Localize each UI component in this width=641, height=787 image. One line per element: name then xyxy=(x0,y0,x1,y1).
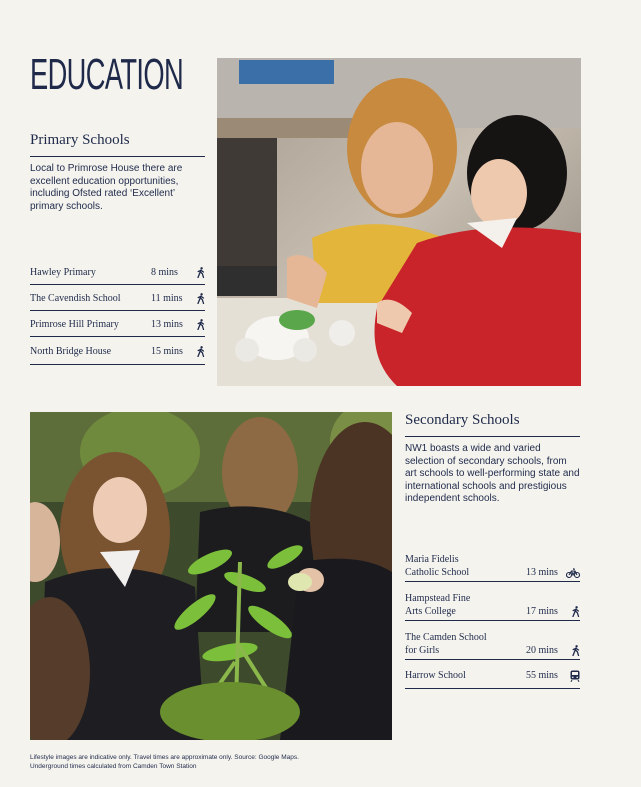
travel-time: 55 mins xyxy=(526,670,558,681)
travel-time: 13 mins xyxy=(151,318,183,330)
walk-icon xyxy=(566,645,580,659)
school-name xyxy=(405,592,526,618)
secondary-school-row xyxy=(405,663,580,689)
footnote xyxy=(30,753,350,771)
walk-icon xyxy=(191,319,205,330)
bicycle-icon xyxy=(566,568,580,581)
walk-icon xyxy=(191,267,205,278)
primary-description: Local to Primrose House there are excellent education opportunities, including Ofsted rated ‘Excellent’ primary schools. xyxy=(30,163,183,212)
school-name: Hawley Primary xyxy=(30,266,96,278)
walk-icon xyxy=(566,606,580,620)
primary-school-row xyxy=(30,338,205,365)
travel-time: 17 mins xyxy=(526,606,558,617)
school-name xyxy=(405,553,526,579)
secondary-heading: Secondary Schools xyxy=(405,412,520,428)
school-name xyxy=(405,631,526,657)
secondary-school-row xyxy=(405,628,580,660)
secondary-heading-rule xyxy=(405,436,580,437)
primary-school-row xyxy=(30,260,205,285)
primary-heading: Primary Schools xyxy=(30,132,130,148)
students-garden-photo xyxy=(30,412,392,740)
school-name: Harrow School xyxy=(405,670,466,681)
school-name-line2: for Girls xyxy=(405,644,440,656)
school-name: The Cavendish School xyxy=(30,292,121,304)
primary-heading-rule xyxy=(30,156,205,157)
walk-icon xyxy=(191,293,205,304)
secondary-school-row xyxy=(405,589,580,621)
primary-school-row xyxy=(30,286,205,311)
school-name: Primrose Hill Primary xyxy=(30,318,119,330)
secondary-school-row xyxy=(405,550,580,582)
school-name-line2: Catholic School xyxy=(405,566,470,578)
footnote-line2: Underground times calculated from Camden Town Station xyxy=(30,763,197,770)
primary-school-row xyxy=(30,312,205,337)
school-name-line2: Arts College xyxy=(405,605,456,617)
page-title: EDUCATION xyxy=(30,50,184,99)
travel-time: 13 mins xyxy=(526,567,558,578)
travel-time: 15 mins xyxy=(151,345,183,357)
secondary-description: NW1 boasts a wide and varied selection of secondary schools, from art schools to well-performing state and international schools and prestigious independent schools. xyxy=(405,443,580,504)
travel-time: 11 mins xyxy=(151,292,183,304)
school-name-line1: Hampstead Fine xyxy=(405,592,471,604)
footnote-line1: Lifestyle images are indicative only. Travel times are approximate only. Source: Google Maps. xyxy=(30,754,299,761)
school-name: North Bridge House xyxy=(30,345,112,357)
travel-time: 20 mins xyxy=(526,645,558,656)
teacher-child-photo xyxy=(217,58,581,386)
train-icon xyxy=(566,670,580,682)
school-name-line1: Maria Fidelis xyxy=(405,553,459,565)
school-name-line1: The Camden School xyxy=(405,631,487,643)
walk-icon xyxy=(191,346,205,357)
travel-time: 8 mins xyxy=(151,266,178,278)
